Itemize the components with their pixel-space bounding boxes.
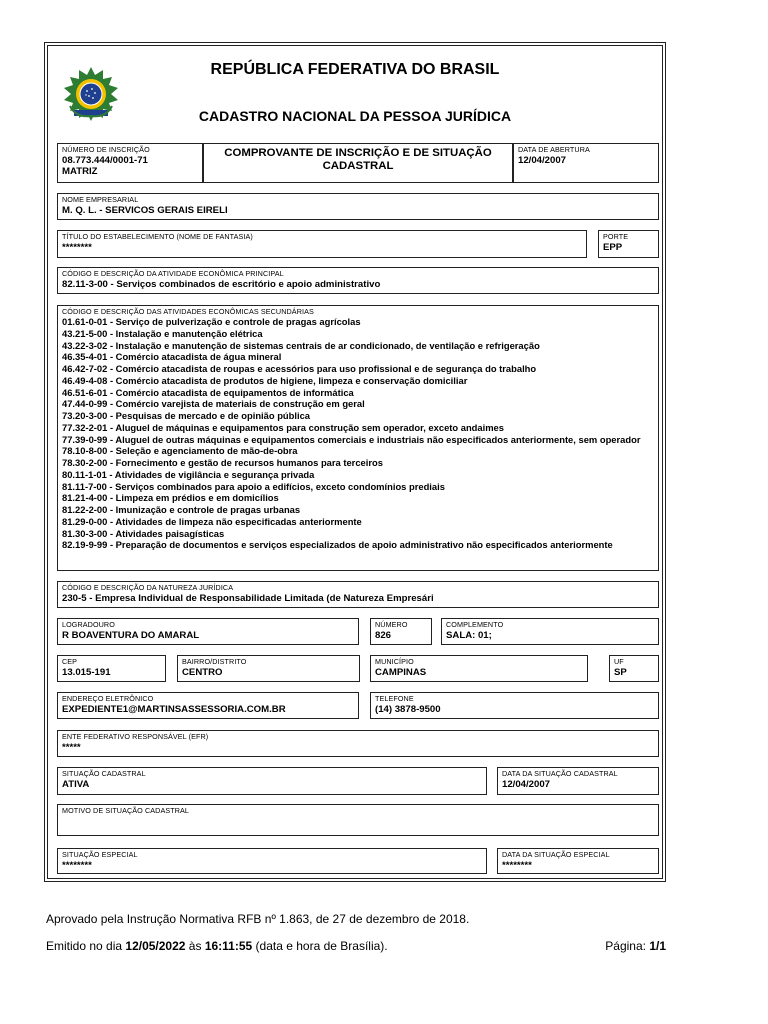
country-title: REPÚBLICA FEDERATIVA DO BRASIL [210, 61, 500, 78]
emission-time: 16:11:55 [204, 939, 253, 953]
telefone-box [370, 692, 659, 719]
logradouro-box [57, 618, 359, 645]
list-item: 81.29-0-00 - Atividades de limpeza não especificadas anteriormente [62, 515, 362, 527]
atividades-secundarias-box [57, 305, 659, 571]
email-box [57, 692, 359, 719]
efr-box [57, 730, 659, 757]
list-item: 73.20-3-00 - Pesquisas de mercado e de opinião pública [62, 410, 311, 421]
list-item: 46.35-4-01 - Comércio atacadista de água mineral [62, 351, 282, 363]
list-item: 82.19-9-99 - Preparação de documentos e serviços especializados de apoio administrativo não especificados anteriormente [62, 539, 613, 551]
data-situacao-especial-label: DATA DA SITUAÇÃO ESPECIAL [502, 850, 610, 859]
comprovante-box [203, 143, 513, 183]
motivo-box [57, 804, 659, 836]
list-item: 47.44-0-99 - Comércio varejista de materiais de construção em geral [62, 398, 365, 410]
nome-empresarial-label: NOME EMPRESARIAL [62, 195, 139, 204]
emission-date: 12/05/2022 [125, 939, 186, 953]
abertura-value: 12/04/2007 [518, 155, 567, 166]
fantasia-box [57, 230, 587, 258]
bairro-label: BAIRRO/DISTRITO [182, 657, 247, 666]
data-situacao-especial-value: ******** [502, 860, 532, 871]
emission-suffix: (data e hora de Brasília). [255, 939, 388, 953]
cnpj-document [44, 42, 666, 882]
abertura-label: DATA DE ABERTURA [518, 145, 590, 154]
situacao-especial-box [57, 848, 487, 874]
complemento-value: SALA: 01; [446, 630, 492, 641]
inscricao-number: 08.773.444/0001-71 [62, 155, 148, 166]
list-item: 43.21-5-00 - Instalação e manutenção elétrica [62, 327, 263, 339]
efr-value: ***** [62, 742, 81, 753]
atividade-principal-label: CÓDIGO E DESCRIÇÃO DA ATIVIDADE ECONÔMICA PRINCIPAL [62, 269, 284, 278]
municipio-box [370, 655, 588, 682]
data-situacao-especial-box [497, 848, 659, 874]
email-value: EXPEDIENTE1@MARTINSASSESSORIA.COM.BR [62, 704, 286, 715]
logradouro-value: R BOAVENTURA DO AMARAL [62, 630, 200, 641]
comprovante-title: COMPROVANTE DE INSCRIÇÃO E DE SITUAÇÃO CADASTRAL [224, 147, 492, 172]
document-frame [47, 45, 663, 879]
telefone-value: (14) 3878-9500 [375, 704, 441, 715]
inscricao-box [57, 143, 203, 183]
porte-value: EPP [603, 242, 623, 253]
list-item: 81.30-3-00 - Atividades paisagísticas [62, 527, 225, 539]
page-label: Página: [605, 939, 646, 953]
page-indicator [605, 939, 666, 954]
logradouro-label: LOGRADOURO [62, 620, 115, 629]
abertura-box [513, 143, 659, 183]
approval-note: Aprovado pela Instrução Normativa RFB nº 1.863, de 27 de dezembro de 2018. [46, 912, 470, 926]
fantasia-value: ******** [62, 242, 92, 253]
nome-empresarial-value: M. Q. L. - SERVICOS GERAIS EIRELI [62, 205, 228, 216]
inscricao-type: MATRIZ [62, 166, 98, 177]
municipio-label: MUNICÍPIO [375, 657, 414, 666]
list-item: 46.51-6-01 - Comércio atacadista de equipamentos de informática [62, 386, 354, 398]
list-item: 77.39-0-99 - Aluguel de outras máquinas e equipamentos comerciais e industriais não especificados anteriormente, sem operador [62, 433, 641, 445]
list-item: 81.22-2-00 - Imunização e controle de pragas urbanas [62, 504, 301, 515]
situacao-especial-label: SITUAÇÃO ESPECIAL [62, 850, 138, 859]
cep-label: CEP [62, 657, 78, 666]
numero-box [370, 618, 432, 645]
list-item: 43.22-3-02 - Instalação e manutenção de sistemas centrais de ar condicionado, de ventilação e refrigeração [62, 339, 540, 351]
situacao-especial-value: ******** [62, 860, 92, 871]
situacao-value: ATIVA [62, 779, 90, 790]
registry-title: CADASTRO NACIONAL DA PESSOA JURÍDICA [198, 108, 512, 124]
situacao-label: SITUAÇÃO CADASTRAL [62, 769, 146, 778]
fantasia-label: TÍTULO DO ESTABELECIMENTO (NOME DE FANTASIA) [62, 232, 253, 241]
uf-value: SP [614, 667, 627, 678]
atividades-secundarias-list [62, 316, 654, 551]
emission-info [46, 939, 388, 954]
email-label: ENDEREÇO ELETRÔNICO [62, 694, 154, 703]
cep-box [57, 655, 166, 682]
bairro-value: CENTRO [182, 667, 223, 678]
porte-box [598, 230, 659, 258]
data-situacao-value: 12/04/2007 [502, 779, 551, 790]
complemento-label: COMPLEMENTO [446, 620, 504, 629]
numero-value: 826 [375, 630, 392, 641]
page-number: 1/1 [649, 939, 666, 953]
cep-value: 13.015-191 [62, 667, 111, 678]
list-item: 01.61-0-01 - Serviço de pulverização e controle de pragas agrícolas [62, 316, 361, 327]
atividade-principal-value: 82.11-3-00 - Serviços combinados de escritório e apoio administrativo [62, 279, 381, 290]
list-item: 80.11-1-01 - Atividades de vigilância e segurança privada [62, 468, 315, 480]
telefone-label: TELEFONE [375, 694, 414, 703]
complemento-box [441, 618, 659, 645]
motivo-label: MOTIVO DE SITUAÇÃO CADASTRAL [62, 806, 190, 815]
natureza-juridica-label: CÓDIGO E DESCRIÇÃO DA NATUREZA JURÍDICA [62, 583, 234, 592]
natureza-juridica-value: 230-5 - Empresa Individual de Responsabilidade Limitada (de Natureza Empresári [62, 593, 434, 604]
data-situacao-label: DATA DA SITUAÇÃO CADASTRAL [502, 769, 618, 778]
data-situacao-box [497, 767, 659, 795]
uf-label: UF [614, 657, 624, 666]
inscricao-label: NÚMERO DE INSCRIÇÃO [62, 145, 150, 154]
list-item: 46.42-7-02 - Comércio atacadista de roupas e acessórios para uso profissional e de segurança do trabalho [62, 363, 537, 374]
atividade-principal-box [57, 267, 659, 294]
list-item: 78.10-8-00 - Seleção e agenciamento de mão-de-obra [62, 445, 298, 457]
numero-label: NÚMERO [375, 620, 408, 629]
atividades-secundarias-label: CÓDIGO E DESCRIÇÃO DAS ATIVIDADES ECONÔMICAS SECUNDÁRIAS [62, 307, 314, 316]
situacao-box [57, 767, 487, 795]
list-item: 46.49-4-08 - Comércio atacadista de produtos de higiene, limpeza e conservação domiciliar [62, 374, 468, 386]
list-item: 78.30-2-00 - Fornecimento e gestão de recursos humanos para terceiros [62, 457, 383, 468]
nome-empresarial-box [57, 193, 659, 220]
emission-prefix: Emitido no dia [46, 939, 123, 953]
bairro-box [177, 655, 360, 682]
list-item: 77.32-2-01 - Aluguel de máquinas e equipamentos para construção sem operador, exceto andaimes [62, 421, 504, 433]
natureza-juridica-box [57, 581, 659, 608]
municipio-value: CAMPINAS [375, 667, 427, 678]
list-item: 81.11-7-00 - Serviços combinados para apoio a edifícios, exceto condomínios prediais [62, 480, 445, 492]
uf-box [609, 655, 659, 682]
efr-label: ENTE FEDERATIVO RESPONSÁVEL (EFR) [62, 732, 209, 741]
list-item: 81.21-4-00 - Limpeza em prédios e em domicílios [62, 492, 279, 504]
emission-mid: às [188, 939, 202, 953]
porte-label: PORTE [603, 232, 629, 241]
